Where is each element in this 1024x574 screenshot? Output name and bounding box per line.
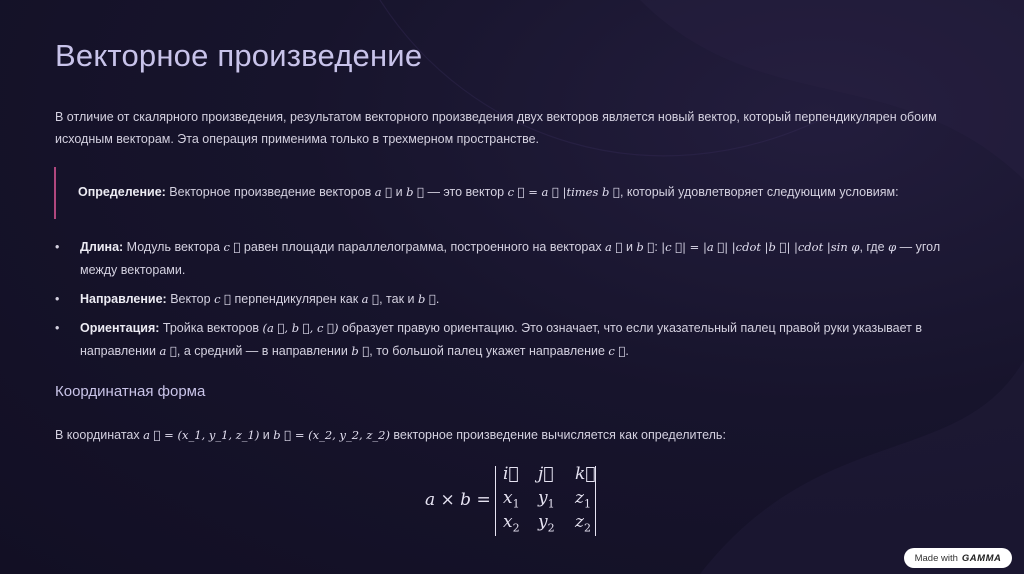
math-inline: a ⃗: [605, 240, 623, 254]
unit-vector: i⃗: [503, 464, 519, 484]
vector-b: b ⃗: [406, 185, 424, 199]
property-label: Длина:: [80, 240, 124, 254]
property-item: [55, 236, 955, 282]
definition-formula: c ⃗ = a ⃗ |times b ⃗: [507, 185, 620, 199]
property-text: , а средний — в направлении: [176, 344, 352, 358]
property-label: Направление:: [80, 292, 167, 306]
coordinates-text-2: векторное произведение вычисляется как определитель:: [389, 428, 726, 442]
determinant-cell: [503, 512, 520, 534]
vector-a-coords: a ⃗ = (x_1, y_1, z_1): [143, 428, 260, 442]
determinant-cell: [575, 512, 591, 534]
unit-vector: j⃗: [538, 464, 554, 484]
cell-subscript: 2: [547, 521, 555, 535]
definition-callout: [54, 167, 956, 219]
determinant-cell: [575, 488, 591, 510]
made-with-gamma-badge[interactable]: [904, 548, 1012, 568]
definition-text-2: — это вектор: [423, 185, 508, 199]
cell-variable: z: [575, 512, 584, 532]
property-text: и: [622, 240, 637, 254]
unit-vector: k⃗: [575, 464, 596, 484]
math-inline: c ⃗: [214, 292, 232, 306]
math-inline: a ⃗: [159, 344, 177, 358]
vector-b-coords: b ⃗ = (x_2, y_2, z_2): [273, 428, 390, 442]
math-inline: φ: [888, 240, 897, 254]
property-text: :: [654, 240, 662, 254]
property-item: [55, 288, 955, 311]
math-inline: b ⃗: [636, 240, 655, 254]
property-text: — угол между векторами.: [80, 240, 941, 277]
badge-prefix: Made with: [914, 552, 958, 564]
cell-variable: x: [503, 512, 513, 532]
gamma-logo: GAMMA: [961, 552, 1002, 564]
determinant-left-bar: [495, 466, 496, 536]
property-text: , то большой палец укажет направление: [369, 344, 609, 358]
property-item: [55, 317, 955, 363]
coordinates-text: [55, 428, 726, 442]
cell-subscript: 2: [583, 521, 591, 535]
math-inline: b ⃗: [351, 344, 370, 358]
property-text: , где: [859, 240, 889, 254]
cell-variable: x: [503, 488, 513, 508]
cell-subscript: 1: [583, 497, 591, 511]
property-text: , так и: [379, 292, 418, 306]
definition-text-3: , который удовлетворяет следующим условиям:: [619, 185, 899, 199]
property-text: Тройка векторов: [159, 321, 263, 335]
vector-a: a ⃗: [374, 185, 393, 199]
property-text: образует правую ориентацию. Это означает, что если указательный палец правой руки указывает в направлении: [80, 321, 923, 358]
definition-text-1: Векторное произведение векторов: [165, 185, 375, 199]
math-inline: a ⃗: [361, 292, 380, 306]
property-text: Модуль вектора: [123, 240, 224, 254]
page-title: Векторное произведение: [55, 38, 423, 73]
math-inline: c ⃗: [608, 344, 626, 358]
cell-subscript: 2: [512, 521, 520, 535]
property-text: равен площади параллелограмма, построенного на векторах: [240, 240, 606, 254]
property-text: .: [435, 292, 440, 306]
properties-list: [55, 236, 955, 369]
property-label: Ориентация:: [80, 321, 160, 335]
definition-label: Определение:: [78, 185, 166, 199]
determinant-cell: [503, 488, 520, 510]
determinant-cell: [538, 488, 555, 510]
cell-variable: z: [575, 488, 584, 508]
property-text: .: [625, 344, 629, 358]
formula-lhs: a × b =: [425, 490, 491, 510]
determinant-cell: [538, 512, 555, 534]
definition-and: и: [392, 185, 407, 199]
cell-subscript: 1: [512, 497, 520, 511]
math-inline: b ⃗: [417, 292, 436, 306]
coordinate-form-heading: Координатная форма: [55, 383, 206, 400]
coordinates-and: и: [259, 428, 274, 442]
cell-subscript: 1: [547, 497, 555, 511]
intro-paragraph: В отличие от скалярного произведения, результатом векторного произведения двух векторов является новый вектор, который перпендикулярен обоим исходным векторам. Эта операция применима только в трехмерном пространстве.: [55, 110, 937, 146]
math-inline: |c ⃗| = |a ⃗| |cdot |b ⃗| |cdot |sin φ: [661, 240, 860, 254]
determinant-formula: [425, 462, 625, 538]
cell-variable: y: [538, 488, 548, 508]
coordinates-text-1: В координатах: [55, 428, 144, 442]
math-inline: c ⃗: [223, 240, 241, 254]
definition-text: [78, 185, 899, 199]
property-text: перпендикулярен как: [231, 292, 362, 306]
property-text: Вектор: [166, 292, 215, 306]
cell-variable: y: [538, 512, 548, 532]
math-inline: (a ⃗, b ⃗, c ⃗): [262, 321, 339, 335]
